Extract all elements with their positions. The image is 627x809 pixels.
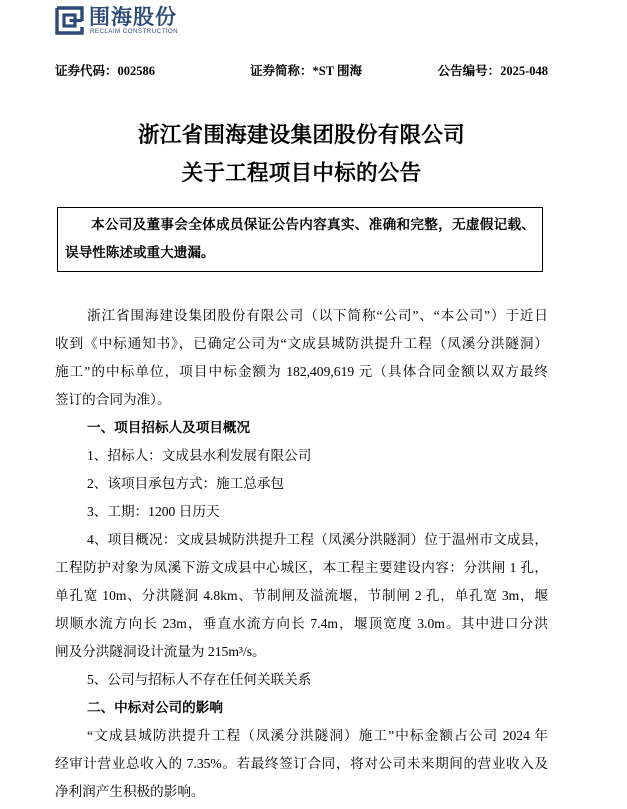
logo-name: 围海股份 [89, 5, 177, 29]
list-item-line: 闸及分洪隧洞设计流量为 215m³/s。 [55, 644, 266, 659]
section-heading: 一、项目招标人及项目概况 [87, 420, 251, 435]
statement-box [57, 207, 543, 272]
paragraph-line: 经审计营业总收入的 7.35%。若最终签订合同，将对公司未来期间的营业收入及 [55, 756, 548, 771]
statement-line: 本公司及董事会全体成员保证公告内容真实、准确和完整，无虚假记载、 [91, 217, 535, 232]
list-item-line: 坝顺水流方向长 23m，垂直水流方向长 7.4m，堰顶宽度 3.0m。其中进口分洪 [55, 616, 548, 631]
section-heading: 二、中标对公司的影响 [87, 700, 223, 715]
list-item-line: 工程防护对象为凤溪下游文成县中心城区，本工程主要建设内容：分洪闸 1 孔， [55, 560, 548, 575]
stock-code: 证券代码：002586 [55, 64, 156, 78]
list-item: 1、招标人：文成县水利发展有限公司 [87, 448, 312, 463]
announcement-title: 关于工程项目中标的公告 [181, 161, 422, 185]
paragraph-line: “文成县城防洪提升工程（凤溪分洪隧洞）施工”中标金额占公司 2024 年 [87, 728, 548, 743]
intro-line: 浙江省围海建设集团股份有限公司（以下简称“公司”、“本公司”）于近日 [87, 308, 548, 323]
intro-line: 收到《中标通知书》，已确定公司为“文成县城防洪提升工程（凤溪分洪隧洞） [55, 336, 548, 351]
reclaim-construction-logo-icon [55, 6, 84, 35]
announcement-body [55, 302, 548, 806]
paragraph-line: 净利润产生积极的影响。 [55, 784, 205, 799]
intro-line: 施工”的中标单位，项目中标金额为 182,409,619 元（具体合同金额以双方最终 [55, 364, 548, 379]
logo-subtitle: RECLAIM CONSTRUCTION [90, 28, 179, 35]
announcement-header [55, 62, 548, 80]
company-title: 浙江省围海建设集团股份有限公司 [137, 123, 465, 147]
list-item: 2、该项目承包方式：施工总承包 [87, 476, 285, 491]
list-item: 3、工期：1200 日历天 [87, 504, 220, 519]
stock-abbreviation: 证券简称：*ST 围海 [250, 64, 362, 78]
list-item-line: 4、项目概况：文成县城防洪提升工程（凤溪分洪隧洞）位于温州市文成县， [87, 532, 548, 547]
notice-number: 公告编号：2025-048 [437, 64, 548, 78]
statement-line: 误导性陈述或重大遗漏。 [65, 245, 215, 260]
intro-line: 签订的合同为准）。 [55, 392, 171, 407]
list-item: 5、公司与招标人不存在任何关联关系 [87, 672, 312, 687]
company-logo [55, 5, 205, 35]
list-item-line: 单孔宽 10m、分洪隧洞 4.8km、节制闸及溢流堰，节制闸 2 孔，单孔宽 3m，堰 [55, 588, 548, 603]
